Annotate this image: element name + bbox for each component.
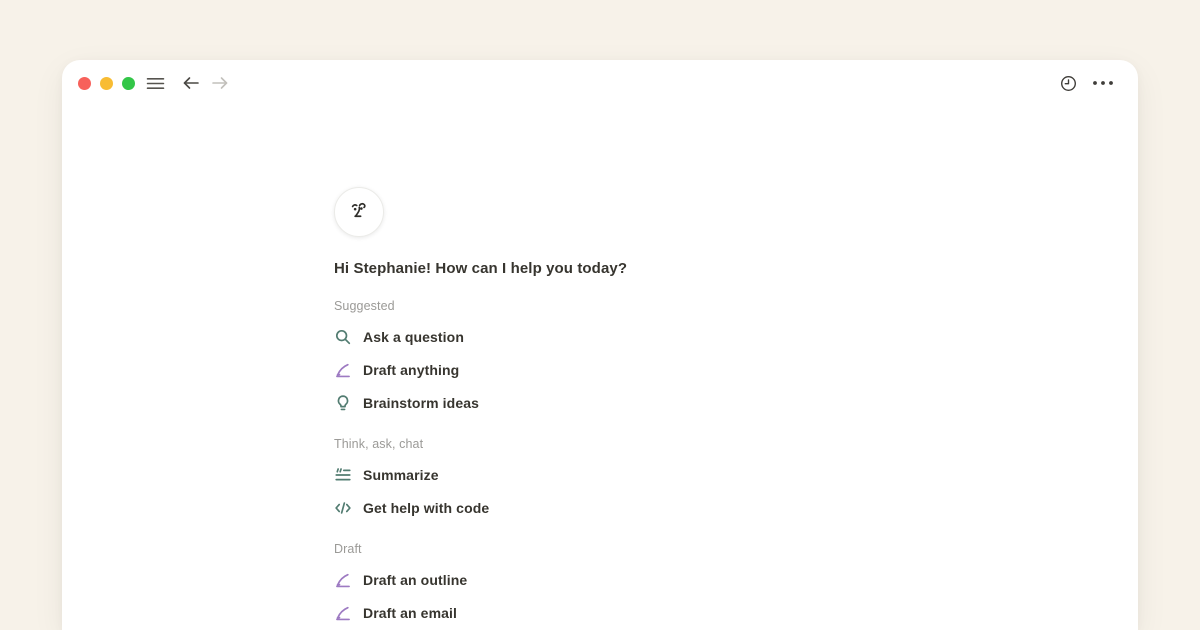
section-items: [334, 563, 1138, 629]
section-label: Suggested: [334, 299, 395, 313]
notion-ai-face-icon: [334, 187, 384, 237]
close-button[interactable]: [78, 77, 91, 90]
section-label: Think, ask, chat: [334, 437, 424, 451]
menu-item[interactable]: [334, 491, 1138, 524]
section-items: [334, 320, 1138, 419]
chat-pane: [62, 106, 1138, 629]
menu-item[interactable]: [334, 320, 1138, 353]
section-label: Draft: [334, 542, 362, 556]
summarize-icon: [334, 466, 352, 484]
zoom-button[interactable]: [122, 77, 135, 90]
item-label: Draft an email: [363, 604, 457, 621]
hamburger-menu-icon[interactable]: [144, 72, 166, 94]
item-label: Ask a question: [363, 328, 464, 345]
titlebar: [62, 60, 1138, 106]
menu-item[interactable]: [334, 458, 1138, 491]
item-label: Draft anything: [363, 361, 460, 378]
back-arrow-icon[interactable]: [180, 72, 202, 94]
pen-line-icon: [334, 571, 352, 589]
minimize-button[interactable]: [100, 77, 113, 90]
lightbulb-icon: [334, 394, 352, 412]
menu-item[interactable]: [334, 353, 1138, 386]
search-icon: [334, 328, 352, 346]
traffic-lights: [78, 77, 135, 90]
menu-section: [334, 298, 1138, 419]
app-window: [62, 60, 1138, 630]
item-label: Draft an outline: [363, 571, 468, 588]
suggestion-sections: [334, 298, 1138, 629]
item-label: Summarize: [363, 466, 439, 483]
history-clock-icon[interactable]: [1057, 72, 1079, 94]
menu-section: [334, 541, 1138, 629]
menu-section: [334, 436, 1138, 524]
menu-item[interactable]: [334, 596, 1138, 629]
pen-line-icon: [334, 604, 352, 622]
pen-line-icon: [334, 361, 352, 379]
assistant-greeting: Hi Stephanie! How can I help you today?: [334, 260, 628, 277]
forward-arrow-icon[interactable]: [209, 72, 231, 94]
menu-item[interactable]: [334, 386, 1138, 419]
item-label: Brainstorm ideas: [363, 394, 479, 411]
menu-item[interactable]: [334, 563, 1138, 596]
more-ellipsis-icon[interactable]: [1092, 72, 1114, 94]
section-items: [334, 458, 1138, 524]
item-label: Get help with code: [363, 499, 490, 516]
code-icon: [334, 499, 352, 517]
